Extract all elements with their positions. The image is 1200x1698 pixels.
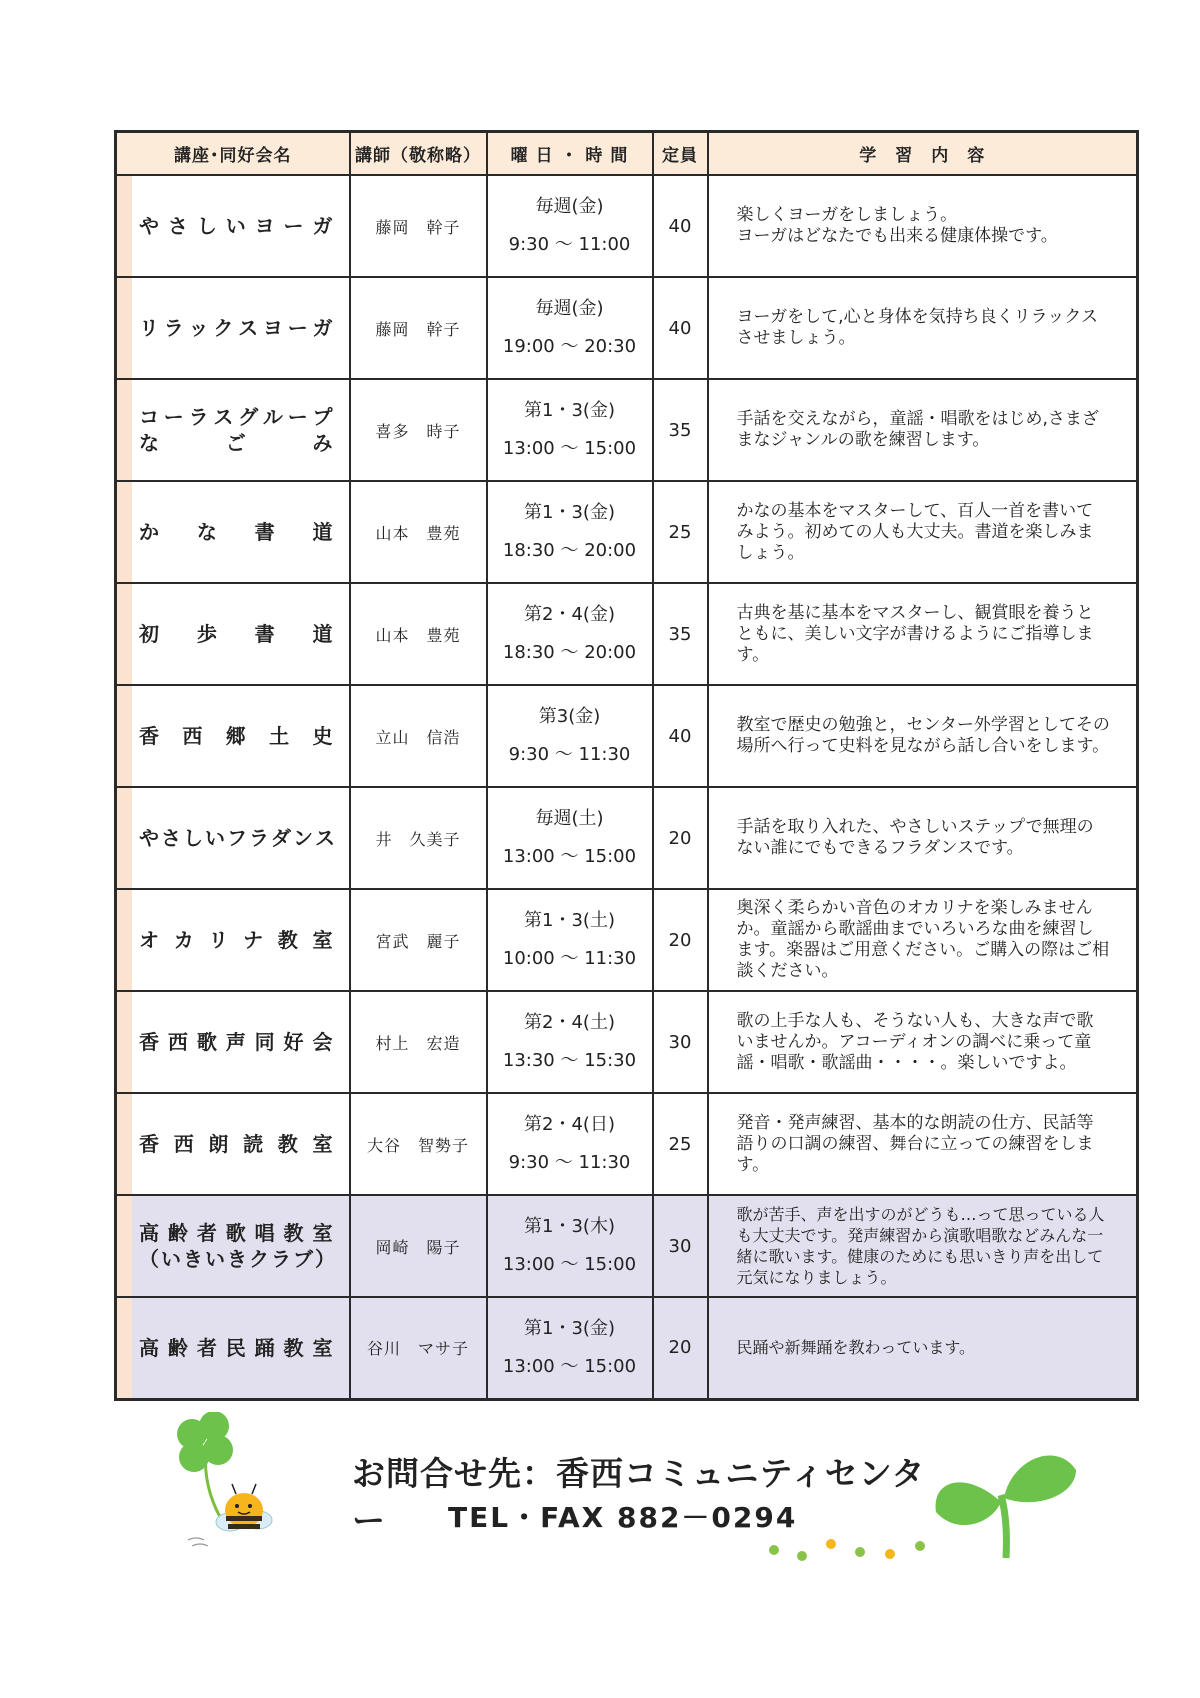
course-description: ヨーガをして,心と身体を気持ち良くリラックスさせましょう。 xyxy=(708,277,1138,379)
schedule-cell xyxy=(487,1093,653,1195)
course-name-char: ご xyxy=(225,431,248,455)
course-name-char: い xyxy=(225,214,248,238)
course-name-char: い xyxy=(205,1247,227,1271)
course-name-char: い xyxy=(205,826,227,850)
course-name-char: ヨ xyxy=(262,316,285,340)
capacity: 40 xyxy=(653,277,708,379)
schedule-time: 13:00 ～ 15:00 xyxy=(502,438,637,459)
course-name-char: 高 xyxy=(139,1221,161,1245)
course-name-char: さ xyxy=(161,826,183,850)
course-name xyxy=(116,175,350,277)
course-name-char: （ xyxy=(139,1247,161,1271)
schedule-day: 第1・3(金) xyxy=(524,1317,615,1339)
schedule-day: 毎週(金) xyxy=(535,196,604,217)
course-name-char: グ xyxy=(238,405,261,429)
schedule-time: 18:30 ～ 20:00 xyxy=(502,540,637,561)
course-name-char: 者 xyxy=(196,1335,219,1360)
schedule-day: 第2・4(金) xyxy=(524,604,615,625)
course-name-char: 好 xyxy=(283,1030,306,1054)
course-name xyxy=(116,1297,350,1399)
contact-phone: TEL・FAX 882－0294 xyxy=(448,1501,798,1534)
course-name-char: ス xyxy=(213,405,236,429)
instructor-name: 宮武 麗子 xyxy=(350,889,487,991)
course-description: 歌の上手な人も、そうない人も、大きな声で歌いませんか。アコーディオンの調べに乗って童謡・唱歌・歌謡曲・・・・。楽しいですよ。 xyxy=(708,991,1138,1093)
instructor-name: 藤岡 幹子 xyxy=(350,277,487,379)
capacity: 40 xyxy=(653,175,708,277)
course-name-char: ラ xyxy=(271,1247,293,1271)
course-name-char: 道 xyxy=(312,520,335,544)
schedule-time: 13:00 ～ 15:00 xyxy=(502,1254,637,1275)
course-name-char: 者 xyxy=(196,1221,219,1245)
course-name-char: み xyxy=(312,431,335,455)
clover-bee-icon xyxy=(168,1412,288,1554)
course-name xyxy=(116,991,350,1093)
instructor-name: 山本 豊苑 xyxy=(350,583,487,685)
course-name-char: や xyxy=(139,214,161,238)
capacity: 20 xyxy=(653,1297,708,1399)
schedule-cell xyxy=(487,1297,653,1399)
capacity: 35 xyxy=(653,379,708,481)
course-name-char: ッ xyxy=(188,316,211,340)
schedule-day: 第1・3(金) xyxy=(524,400,615,421)
course-name-char: 西 xyxy=(182,724,205,748)
course-name-line xyxy=(139,1246,335,1272)
schedule-time: 19:00 ～ 20:30 xyxy=(502,336,637,357)
course-description: 発音・発声練習、基本的な朗読の仕方、民話等語りの口調の練習、舞台に立っての練習をします。 xyxy=(708,1093,1138,1195)
course-name-char: い xyxy=(161,1247,183,1271)
course-name xyxy=(116,1195,350,1297)
course-name-char: ラ xyxy=(188,405,211,429)
course-name xyxy=(116,889,350,991)
capacity: 25 xyxy=(653,1093,708,1195)
course-description: 楽しくヨーガをしましょう。 ヨーガはどなたでも出来る健康体操です。 xyxy=(708,175,1138,277)
course-name-char: 齢 xyxy=(167,1335,190,1360)
course-name-char: ラ xyxy=(163,316,186,340)
course-name-char: リ xyxy=(208,928,231,952)
schedule-day: 第1・3(土) xyxy=(524,910,615,931)
schedule-day: 第1・3(木) xyxy=(524,1216,615,1237)
course-name-char: 室 xyxy=(312,928,335,952)
course-name-line xyxy=(139,825,335,851)
capacity: 30 xyxy=(653,1195,708,1297)
header-schedule: 曜 日 ・ 時 間 xyxy=(487,132,653,176)
course-name-char: ル xyxy=(262,405,285,429)
course-name-char: 香 xyxy=(139,724,161,748)
sprout-icon xyxy=(756,1440,1096,1580)
schedule-cell xyxy=(487,379,653,481)
header-content: 学 習 内 容 xyxy=(708,132,1138,176)
table-row xyxy=(116,277,1138,379)
schedule-time: 9:30 ～ 11:30 xyxy=(508,744,631,765)
course-name xyxy=(116,787,350,889)
course-name-char: 室 xyxy=(312,1335,335,1360)
course-name-char: ラ xyxy=(249,826,271,850)
course-name xyxy=(116,583,350,685)
course-name-char: ク xyxy=(249,1247,271,1271)
course-name-char: 香 xyxy=(139,1132,161,1156)
course-name-char: 会 xyxy=(312,1030,335,1054)
course-name-char: カ xyxy=(173,928,196,952)
capacity: 20 xyxy=(653,889,708,991)
schedule-cell xyxy=(487,277,653,379)
course-name-line xyxy=(139,723,335,749)
instructor-name: 村上 宏造 xyxy=(350,991,487,1093)
capacity: 35 xyxy=(653,583,708,685)
course-name-line xyxy=(139,1335,335,1361)
course-name-char: 土 xyxy=(269,724,292,748)
course-name xyxy=(116,685,350,787)
schedule-day: 第2・4(日) xyxy=(524,1114,615,1135)
schedule-time: 10:00 ～ 11:30 xyxy=(502,948,637,969)
schedule-cell xyxy=(487,175,653,277)
course-name-char: 香 xyxy=(139,1030,161,1054)
schedule-time: 9:30 ～ 11:00 xyxy=(508,234,631,255)
course-name-char: リ xyxy=(139,316,161,340)
course-name-char: な xyxy=(196,520,219,544)
table-row xyxy=(116,379,1138,481)
instructor-name: 谷川 マサ子 xyxy=(350,1297,487,1399)
table-row xyxy=(116,583,1138,685)
course-name-char: か xyxy=(139,520,161,544)
course-name-char: ） xyxy=(315,1247,337,1271)
course-name-line xyxy=(139,430,335,456)
course-description: 教室で歴史の勉強と，センター外学習としてその場所へ行って史料を見ながら話し合いをします。 xyxy=(708,685,1138,787)
course-name-char: 齢 xyxy=(167,1221,190,1245)
course-name-char: ヨ xyxy=(254,214,277,238)
course-name-char: ブ xyxy=(293,1247,315,1271)
course-name-char: 書 xyxy=(254,622,277,646)
instructor-name: 喜多 時子 xyxy=(350,379,487,481)
schedule-cell xyxy=(487,1195,653,1297)
schedule-day: 毎週(土) xyxy=(535,808,604,829)
instructor-name: 藤岡 幹子 xyxy=(350,175,487,277)
table-row xyxy=(116,1093,1138,1195)
course-name-char: フ xyxy=(227,826,249,850)
course-name-char: ダ xyxy=(271,826,293,850)
course-name-char: 声 xyxy=(225,1030,248,1054)
capacity: 25 xyxy=(653,481,708,583)
course-name-char: 郷 xyxy=(225,724,248,748)
course-name-line xyxy=(139,1220,335,1246)
table-header-row xyxy=(116,132,1138,176)
course-name-char: ス xyxy=(238,316,261,340)
schedule-cell xyxy=(487,685,653,787)
schedule-time: 13:30 ～ 15:30 xyxy=(502,1050,637,1071)
course-name-char: 教 xyxy=(277,928,300,952)
course-name-line xyxy=(139,315,335,341)
course-name-char: ー xyxy=(283,214,306,238)
course-name-char: 室 xyxy=(312,1221,335,1245)
course-name-char: プ xyxy=(312,405,335,429)
instructor-name: 大谷 智勢子 xyxy=(350,1093,487,1195)
course-name-char: 歌 xyxy=(196,1030,219,1054)
course-name-char: 読 xyxy=(243,1132,266,1156)
instructor-name: 山本 豊苑 xyxy=(350,481,487,583)
course-name-line xyxy=(139,213,335,239)
table-row xyxy=(116,1195,1138,1297)
course-name-char: 民 xyxy=(225,1335,248,1360)
course-description: 歌が苦手、声を出すのがどうも…って思っている人も大丈夫です。発声練習から演歌唱歌などみんな一緒に歌います。健康のためにも思いきり声を出して元気になりましょう。 xyxy=(708,1195,1138,1297)
instructor-name: 岡崎 陽子 xyxy=(350,1195,487,1297)
table-row xyxy=(116,175,1138,277)
course-name-char: 教 xyxy=(277,1132,300,1156)
course-name-char: 同 xyxy=(254,1030,277,1054)
header-instructor: 講師（敬称略） xyxy=(350,132,487,176)
course-name-char: 西 xyxy=(167,1030,190,1054)
course-name-char: 教 xyxy=(283,1335,306,1360)
capacity: 30 xyxy=(653,991,708,1093)
schedule-day: 第2・4(土) xyxy=(524,1012,615,1033)
contact-heading: お問合せ先：香西コミュニティセンター xyxy=(352,1454,926,1540)
schedule-time: 9:30 ～ 11:30 xyxy=(508,1152,631,1173)
table-row xyxy=(116,889,1138,991)
course-name-line xyxy=(139,519,335,545)
table-body xyxy=(116,175,1138,1399)
instructor-name: 立山 信浩 xyxy=(350,685,487,787)
course-name-char: 朗 xyxy=(208,1132,231,1156)
header-capacity: 定員 xyxy=(653,132,708,176)
course-name-char: し xyxy=(183,826,205,850)
course-name-char: 高 xyxy=(139,1335,161,1360)
course-name-char: 歩 xyxy=(196,622,219,646)
course-name-char: ナ xyxy=(243,928,266,952)
course-name-char: オ xyxy=(139,928,161,952)
course-name-char: や xyxy=(139,826,161,850)
course-name xyxy=(116,1093,350,1195)
course-name-char: ー xyxy=(287,316,310,340)
schedule-cell xyxy=(487,787,653,889)
course-name-char: 唱 xyxy=(254,1221,277,1245)
course-name-char: ガ xyxy=(312,214,335,238)
course-description: かなの基本をマスターして、百人一首を書いてみよう。初めての人も大丈夫。書道を楽しみましょう。 xyxy=(708,481,1138,583)
course-name-line xyxy=(139,404,335,430)
schedule-time: 13:00 ～ 15:00 xyxy=(502,1355,637,1377)
header-course-name: 講座･同好会名 xyxy=(116,132,350,176)
instructor-name: 井 久美子 xyxy=(350,787,487,889)
course-name-char: ン xyxy=(293,826,315,850)
schedule-time: 13:00 ～ 15:00 xyxy=(502,846,637,867)
schedule-day: 毎週(金) xyxy=(535,298,604,319)
course-name-char: ク xyxy=(213,316,236,340)
schedule-day: 第3(金) xyxy=(538,706,601,727)
capacity: 40 xyxy=(653,685,708,787)
course-name-char: 史 xyxy=(312,724,335,748)
course-description: 手話を取り入れた、やさしいステップで無理のない誰にでもできるフラダンスです。 xyxy=(708,787,1138,889)
course-name-char: な xyxy=(139,431,161,455)
table-row xyxy=(116,787,1138,889)
course-name-char: 歌 xyxy=(225,1221,248,1245)
table-row xyxy=(116,991,1138,1093)
course-description: 古典を基に基本をマスターし、観賞眼を養うとともに、美しい文字が書けるようにご指導します。 xyxy=(708,583,1138,685)
course-name-char: コ xyxy=(139,405,161,429)
schedule-day: 第1・3(金) xyxy=(524,502,615,523)
course-name-char: ー xyxy=(163,405,186,429)
schedule-cell xyxy=(487,889,653,991)
course-name-char: 西 xyxy=(173,1132,196,1156)
course-name-char: し xyxy=(196,214,219,238)
course-schedule-table xyxy=(114,130,1139,1401)
schedule-cell xyxy=(487,481,653,583)
course-description: 民踊や新舞踊を教わっています。 xyxy=(708,1297,1138,1399)
course-name xyxy=(116,481,350,583)
course-name-char: ス xyxy=(315,826,337,850)
course-description: 手話を交えながら，童謡・唱歌をはじめ,さまざまなジャンルの歌を練習します。 xyxy=(708,379,1138,481)
capacity: 20 xyxy=(653,787,708,889)
schedule-cell xyxy=(487,991,653,1093)
course-name-char: ー xyxy=(287,405,310,429)
course-name-line xyxy=(139,1029,335,1055)
table-row xyxy=(116,481,1138,583)
schedule-cell xyxy=(487,583,653,685)
course-name-char: ガ xyxy=(312,316,335,340)
course-name-char: 道 xyxy=(312,622,335,646)
course-name xyxy=(116,277,350,379)
course-name-char: 初 xyxy=(139,622,161,646)
course-name-char: さ xyxy=(167,214,190,238)
course-name-char: 教 xyxy=(283,1221,306,1245)
schedule-time: 18:30 ～ 20:00 xyxy=(502,642,637,663)
course-name-char: き xyxy=(183,1247,205,1271)
course-name xyxy=(116,379,350,481)
course-name-line xyxy=(139,621,335,647)
course-description: 奥深く柔らかい音色のオカリナを楽しみませんか。童謡から歌謡曲までいろいろな曲を練習します。楽器はご用意ください。ご購入の際はご相談ください。 xyxy=(708,889,1138,991)
course-name-char: 踊 xyxy=(254,1335,277,1360)
course-name-line xyxy=(139,927,335,953)
table-row xyxy=(116,1297,1138,1399)
course-name-char: き xyxy=(227,1247,249,1271)
course-name-char: 室 xyxy=(312,1132,335,1156)
table-row xyxy=(116,685,1138,787)
course-name-char: 書 xyxy=(254,520,277,544)
course-name-line xyxy=(139,1131,335,1157)
